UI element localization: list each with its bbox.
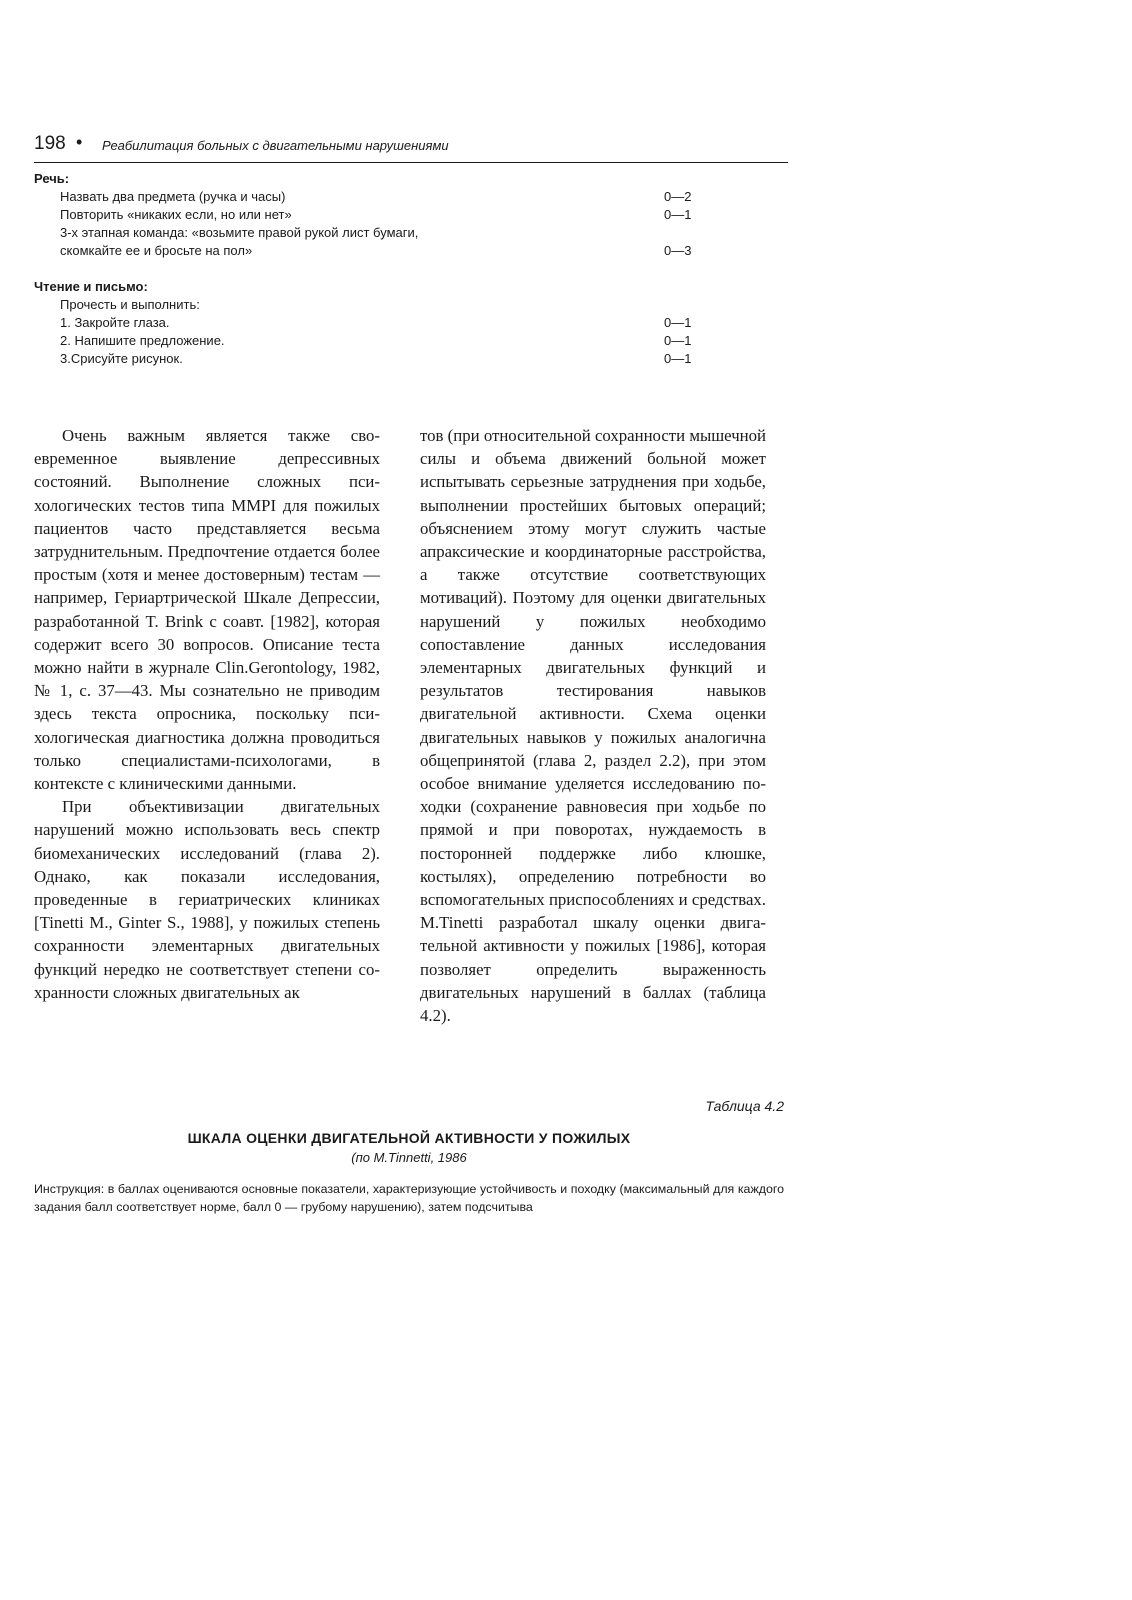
header-bullet: • <box>76 132 83 152</box>
reading-intro: Прочесть и выполнить: <box>60 297 200 312</box>
right-column <box>420 424 766 1027</box>
page-number: 198 <box>34 133 66 154</box>
scale-item-text: Повторить «никаких если, но или нет» <box>60 207 292 222</box>
scale-item <box>34 206 754 224</box>
scale-item-score: 0—2 <box>664 189 692 204</box>
scale-item-text: 3.Срисуйте рисунок. <box>60 351 183 366</box>
scale-item <box>34 350 754 368</box>
table-title: ШКАЛА ОЦЕНКИ ДВИГАТЕЛЬНОЙ АКТИВНОСТИ У ПОЖИЛЫХ <box>187 1130 631 1146</box>
scale-item <box>34 224 754 260</box>
scale-item-text: 1. Закройте глаза. <box>60 315 170 330</box>
scale-item-score: 0—1 <box>664 333 692 348</box>
scale-item <box>34 314 754 332</box>
running-title: Реабилитация больных с двигательными нарушениями <box>102 138 449 153</box>
body-paragraph: При объективизации двигательных нарушений можно использовать весь спектр биомеханических исследований (глава 2). Однако, как показали исследования, проведенные в гериатрических клиниках [Tinetti M., Ginter S., 1988], у пожилых степень сохранности элементарных двигательных функций нередко не соответствует степени сохранности сложных двигательных ак <box>34 797 380 1002</box>
table-caption: Таблица 4.2 <box>705 1098 784 1114</box>
speech-section <box>34 170 754 260</box>
table-instruction: Инструкция: в баллах оцениваются основные показатели, характеризующие устойчивость и походку (максимальный для каждого задания балл соответствует норме, балл 0 — грубому нарушению), затем подсчитыва <box>34 1182 784 1214</box>
scale-item-score: 0—3 <box>664 243 692 258</box>
running-header <box>34 132 788 163</box>
scale-item <box>34 332 754 350</box>
body-paragraph: Очень важным является также своевременное выявление депрессивных состояний. Выполнение сложных психологических тестов типа MMPI для пожилых пациентов часто представляется весьма затруднительным. Предпочтение отдается более простым (хотя и менее достоверным) тестам — например, Гериартрической Шкале Депрессии, разработанной T. Brink с соавт. [1982], которая содержит всего 30 вопросов. Описание теста можно найти в журнале Clin.Gerontology, 1982, № 1, с. 37—43. Мы сознательно не приводим здесь текста опросника, поскольку психологическая диагностика должна проводиться только специалистами-психологами, в контексте с клиническими данными. <box>34 426 380 794</box>
scale-item-text: Назвать два предмета (ручка и часы) <box>60 189 286 204</box>
scale-item-text: 2. Напишите предложение. <box>60 333 225 348</box>
left-column <box>34 424 380 1004</box>
scale-item <box>34 188 754 206</box>
scale-item-score: 0—1 <box>664 207 692 222</box>
scale-item-score: 0—1 <box>664 315 692 330</box>
body-paragraph: тов (при относительной сохранности мышечной силы и объема движений больной может испытывать серьезные затруднения при ходьбе, выполнении простейших бытовых операций; объяснением этому могут служить частые апраксические и координаторные расстройства, а также отсутствие соответствующих мотиваций). Поэтому для оценки двигательных нарушений у пожилых необходимо сопоставление данных исследования элементарных двигательных функций и результатов тестирования навыков двигательной активности. Схема оценки двигательных навыков у пожилых аналогична общепринятой (глава 2, раздел 2.2), при этом особое внимание уделяется исследованию походки (сохранение равновесия при ходьбе по прямой и при поворотах, нуждаемость в посторонней поддержке либо клюшке, костылях), определению потребности во вспомогательных приспособлениях и средствах. M.Tinetti разработал шкалу оценки двигательной активности у пожилых [1986], которая позволяет определить выраженность двигательных нарушений в баллах (таблица 4.2). <box>420 426 766 1026</box>
reading-section <box>34 278 754 368</box>
table-subtitle: (по M.Tinnetti, 1986 <box>351 1150 467 1165</box>
speech-heading: Речь: <box>34 171 70 186</box>
scale-fragment <box>34 170 754 376</box>
scale-item-text: 3-х этапная команда: «возьмите правой рукой лист бумаги, скомкайте ее и бросьте на пол» <box>60 225 419 258</box>
reading-heading: Чтение и письмо: <box>34 279 148 294</box>
scale-item-score: 0—1 <box>664 351 692 366</box>
